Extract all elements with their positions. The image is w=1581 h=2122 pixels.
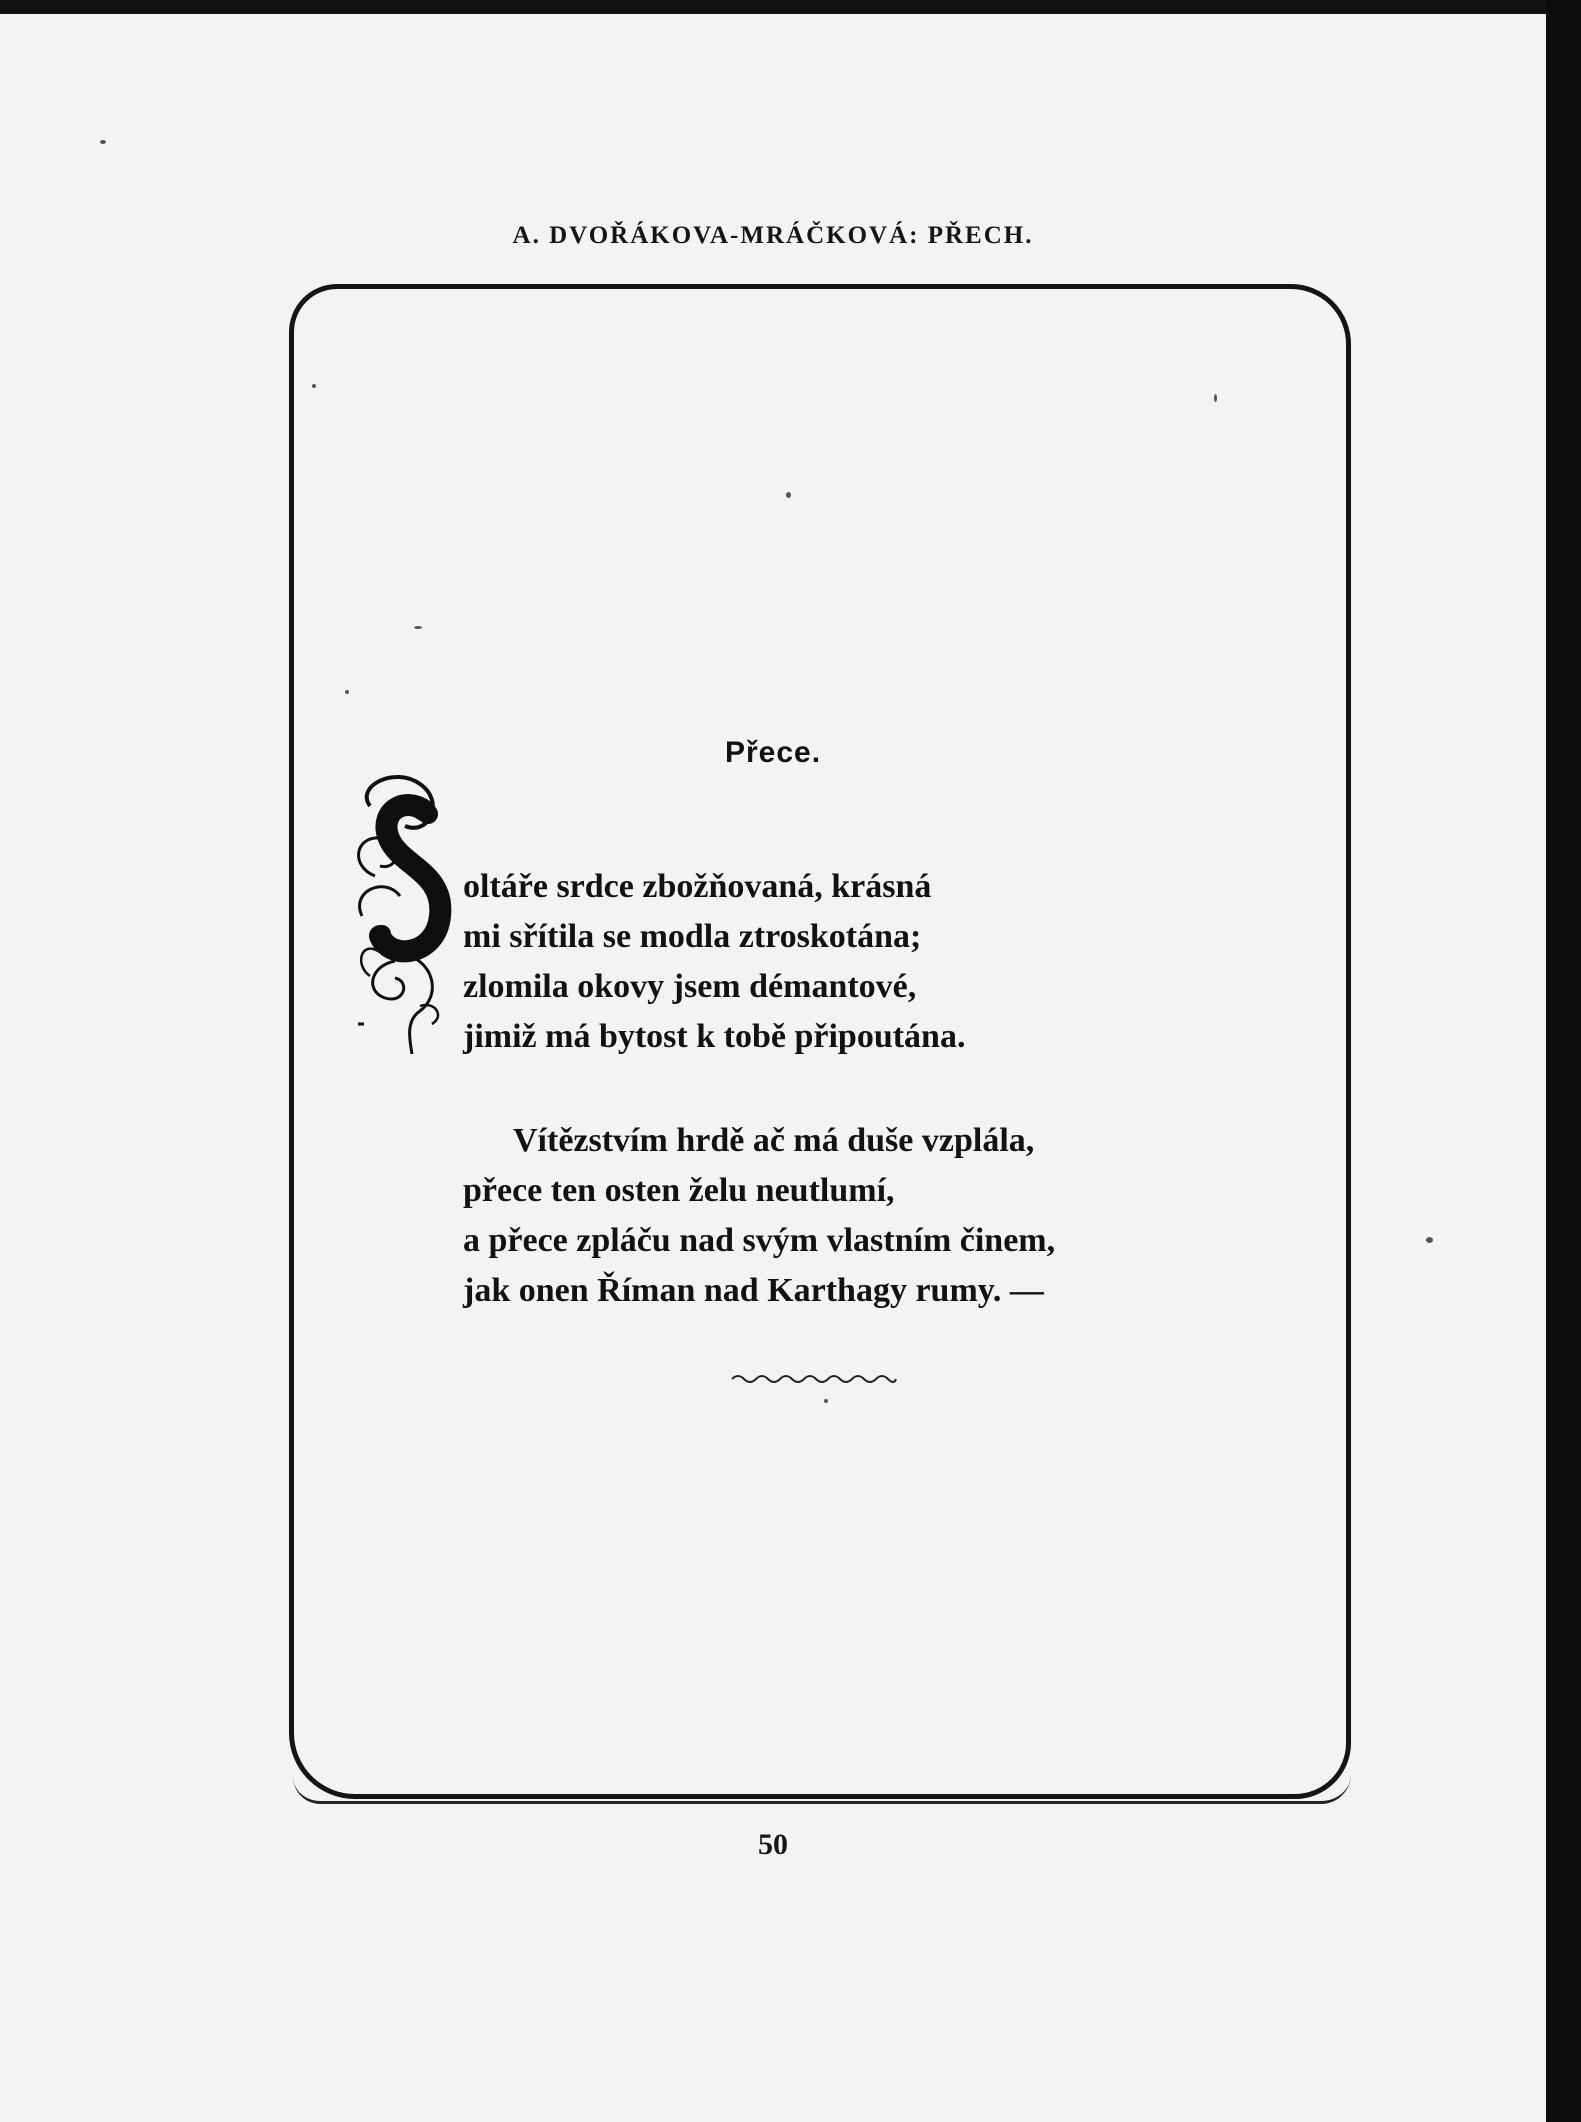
book-page [0, 14, 1546, 2122]
stanza-1-line-3: zlomila okovy jsem démantové, [463, 968, 917, 1005]
stanza-2 [463, 1116, 1055, 1316]
decorative-initial-s-icon [350, 766, 465, 1056]
stanza-1-line-1: oltáře srdce zbožňovaná, krásná [463, 868, 932, 905]
frame-bottom-edge [293, 1774, 1351, 1804]
running-head: A. DVOŘÁKOVA-MRÁČKOVÁ: PŘECH. [512, 222, 1034, 249]
scan-speck [100, 140, 106, 144]
scan-speck [786, 492, 791, 498]
stanza-1 [463, 862, 965, 1062]
stanza-1-line-4: jimiž má bytost k tobě připoutána. [463, 1018, 966, 1055]
scan-speck [414, 626, 422, 629]
scan-speck [1426, 1237, 1433, 1243]
stanza-2-line-2: přece ten osten želu neutlumí, [463, 1172, 895, 1209]
scan-top-edge [0, 0, 1581, 14]
scan-speck [824, 1399, 828, 1403]
stanza-2-line-3: a přece zpláču nad svým vlastním činem, [463, 1222, 1056, 1259]
stanza-1-line-2: mi sřítila se modla ztroskotána; [463, 918, 922, 955]
wavy-divider-icon [730, 1369, 898, 1385]
scan-right-edge [1546, 0, 1581, 2122]
poem-title: Přece. [724, 736, 822, 769]
page-number: 50 [758, 1828, 788, 1861]
scan-speck [1214, 394, 1217, 402]
scan-speck [312, 384, 316, 388]
stanza-2-line-1: Vítězstvím hrdě ač má duše vzplála, [513, 1122, 1035, 1159]
stanza-2-line-4: jak onen Říman nad Karthagy rumy. — [463, 1272, 1044, 1309]
scan-speck [345, 690, 349, 694]
